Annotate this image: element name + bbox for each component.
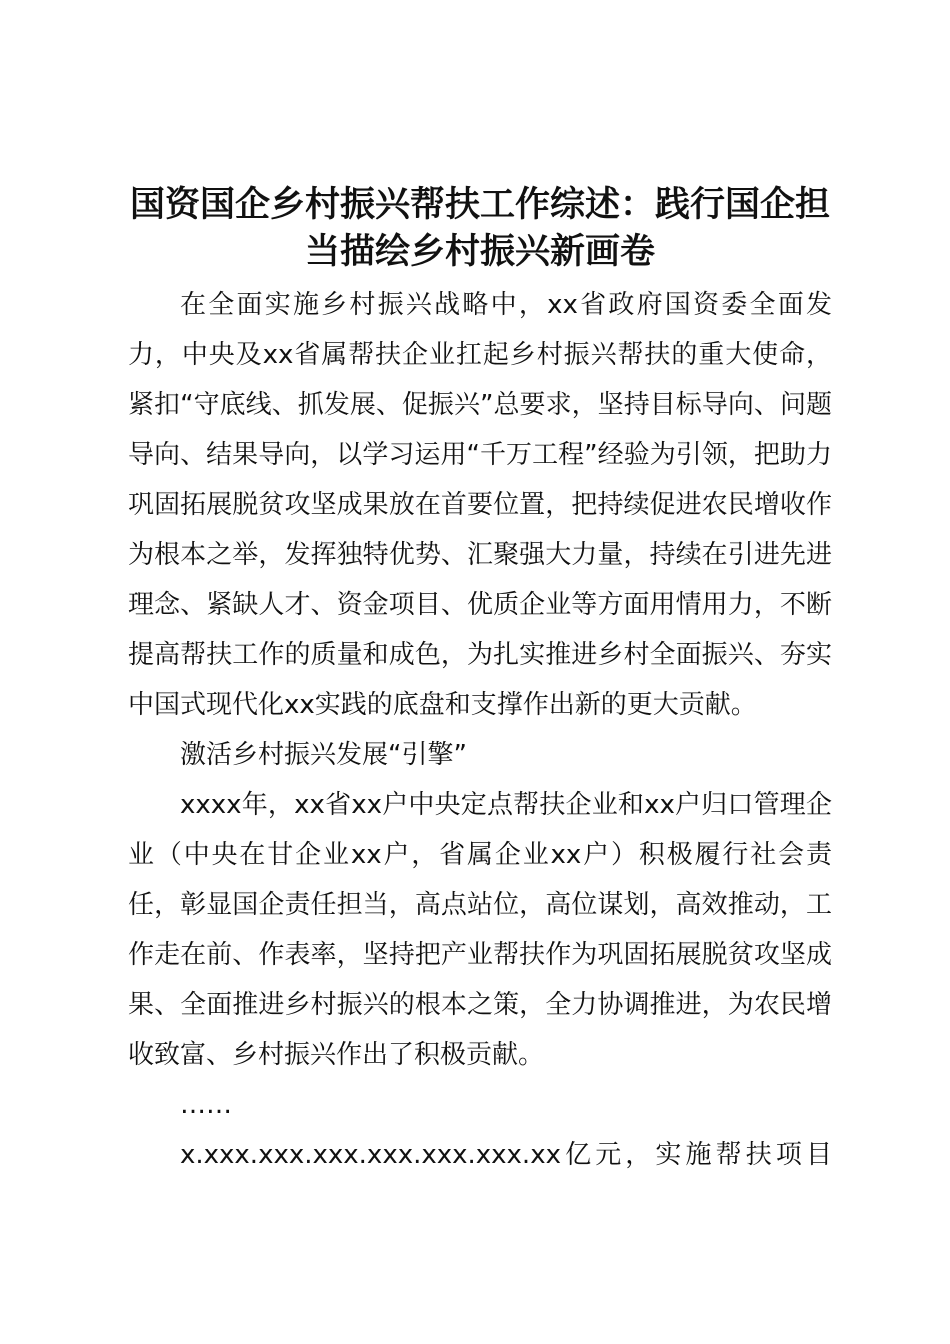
title-line-1: 国资国企乡村振兴帮扶工作综述：践行国企担 [129,185,830,225]
truncated-paragraph: x.xxx.xxx.xxx.xxx.xxx.xxx.xx亿元，实施帮扶项目 [180,1140,832,1170]
document-body [128,280,832,1180]
body-paragraph: xxxx年，xx省xx户中央定点帮扶企业和xx户归口管理企业（中央在甘企业xx户，省属企业xx户）积极履行社会责任，彰显国企责任担当，高点站位，高位谋划，高效推动，工作走在前、作表率，坚持把产业帮扶作为巩固拓展脱贫攻坚成果、全面推进乡村振兴的根本之策，全力协调推进，为农民增收致富、乡村振兴作出了积极贡献。 [128,790,832,1070]
title-line-2: 当描绘乡村振兴新画卷 [304,232,655,272]
ellipsis-paragraph: …… [180,1090,232,1120]
document-title [128,182,832,276]
section-heading: 激活乡村振兴发展“引擎” [180,740,467,770]
intro-paragraph: 在全面实施乡村振兴战略中，xx省政府国资委全面发力，中央及xx省属帮扶企业扛起乡村振兴帮扶的重大使命，紧扣“守底线、抓发展、促振兴”总要求，坚持目标导向、问题导向、结果导向，以学习运用“千万工程”经验为引领，把助力巩固拓展脱贫攻坚成果放在首要位置，把持续促进农民增收作为根本之举，发挥独特优势、汇聚强大力量，持续在引进先进理念、紧缺人才、资金项目、优质企业等方面用情用力，不断提高帮扶工作的质量和成色，为扎实推进乡村全面振兴、夯实中国式现代化xx实践的底盘和支撑作出新的更大贡献。 [128,290,832,720]
